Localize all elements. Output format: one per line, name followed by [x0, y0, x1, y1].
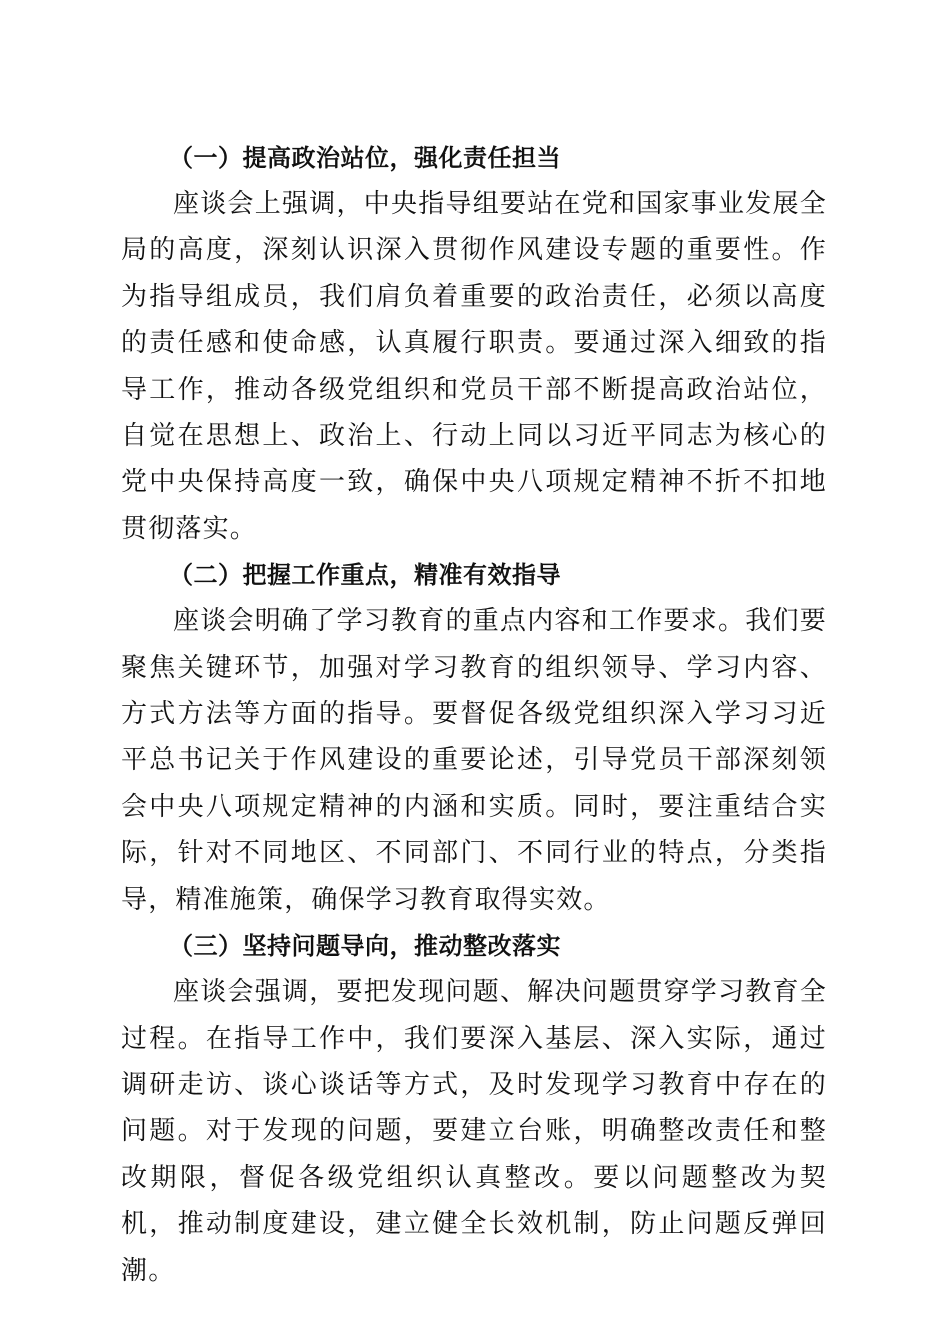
section-paragraph: 座谈会强调，要把发现问题、解决问题贯穿学习教育全过程。在指导工作中，我们要深入基层、深入实际，通过调研走访、谈心谈话等方式，及时发现学习教育中存在的问题。对于发现的问题，要建立台账，明确整改责任和整改期限，督促各级党组织认真整改。要以问题整改为契机，推动制度建设，建立健全长效机制，防止问题反弹回潮。 — [121, 977, 827, 1286]
section-heading: （三）坚持问题导向，推动整改落实 — [169, 931, 561, 961]
document-body — [121, 135, 827, 1294]
section-2 — [121, 552, 827, 923]
section-3 — [121, 923, 827, 1294]
section-paragraph: 座谈会上强调，中央指导组要站在党和国家事业发展全局的高度，深刻认识深入贯彻作风建设专题的重要性。作为指导组成员，我们肩负着重要的政治责任，必须以高度的责任感和使命感，认真履行职责。要通过深入细致的指导工作，推动各级党组织和党员干部不断提高政治站位，自觉在思想上、政治上、行动上同以习近平同志为核心的党中央保持高度一致，确保中央八项规定精神不折不扣地贯彻落实。 — [121, 189, 827, 544]
section-1 — [121, 135, 827, 552]
section-paragraph: 座谈会明确了学习教育的重点内容和工作要求。我们要聚焦关键环节，加强对学习教育的组织领导、学习内容、方式方法等方面的指导。要督促各级党组织深入学习习近平总书记关于作风建设的重要论述，引导党员干部深刻领会中央八项规定精神的内涵和实质。同时，要注重结合实际，针对不同地区、不同部门、不同行业的特点，分类指导，精准施策，确保学习教育取得实效。 — [121, 606, 827, 915]
section-heading: （二）把握工作重点，精准有效指导 — [169, 560, 561, 590]
section-heading: （一）提高政治站位，强化责任担当 — [169, 143, 561, 172]
